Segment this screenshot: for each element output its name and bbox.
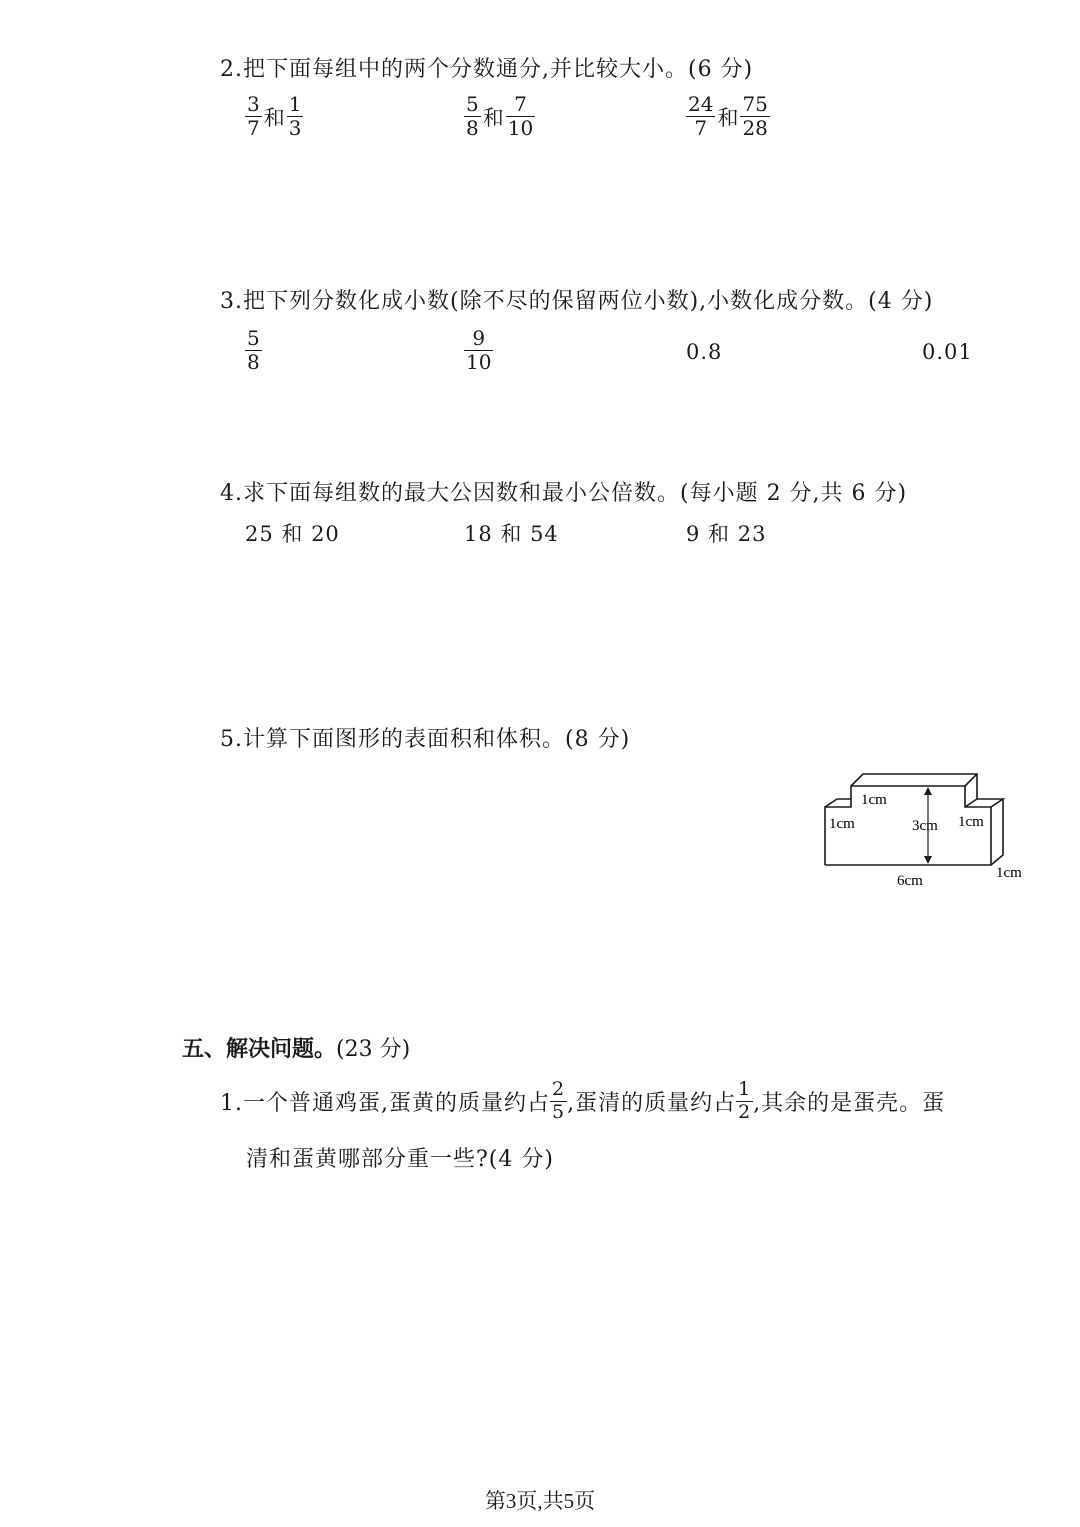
q3-item-4: 0.01: [922, 340, 973, 364]
q5-prompt: 5.计算下面图形的表面积和体积。(8 分): [220, 727, 631, 752]
q4-item-2: 18 和 54: [464, 522, 559, 546]
q3-item-2: [464, 328, 493, 373]
problem-1-line-2: 清和蛋黄哪部分重一些?(4 分): [246, 1147, 554, 1172]
fraction: $\frac{5}{8}$: [466, 92, 479, 140]
fraction: $\frac{75}{28}$: [742, 92, 768, 140]
label-top-step: 1cm: [861, 792, 887, 808]
label-length: 6cm: [897, 873, 923, 889]
section-heading: 五、解决问题。(23 分): [182, 1036, 411, 1062]
q3-prompt: 3.把下列分数化成小数(除不尽的保留两位小数),小数化成分数。(4 分): [220, 289, 934, 314]
q3-item-3: 0.8: [686, 340, 723, 364]
fraction: $\frac{5}{8}$: [247, 326, 260, 374]
q2-pair-3: $\frac{24}{7}$ 和 $\frac{75}{28}$: [688, 92, 768, 140]
fraction: $\frac{1}{3}$: [288, 92, 302, 140]
stepped-prism-diagram: [815, 765, 1040, 895]
q4-item-3: 9 和 23: [686, 522, 767, 546]
label-depth: 1cm: [996, 865, 1022, 881]
label-height: 3cm: [912, 818, 938, 834]
q5-figure: [815, 765, 1040, 899]
problem-1-line-1: 1.一个普通鸡蛋,蛋黄的质量约占 $\frac{2}{5}$ ,蛋清的质量约占 $\frac{1}{2}$ ,其余的是蛋壳。蛋: [220, 1077, 946, 1123]
page-footer: 第3页,共5页: [484, 1489, 596, 1513]
q2-prompt: 2.把下面每组中的两个分数通分,并比较大小。(6 分): [220, 57, 754, 82]
fraction: $\frac{9}{10}$: [466, 326, 492, 374]
fraction: $\frac{2}{5}$: [551, 1077, 566, 1123]
q2-pair-2: $\frac{5}{8}$ 和 $\frac{7}{10}$: [466, 92, 534, 140]
q4-prompt: 4.求下面每组数的最大公因数和最小公倍数。(每小题 2 分,共 6 分): [220, 481, 908, 506]
q2-pair-1: $\frac{3}{7}$ 和 $\frac{1}{3}$: [247, 92, 302, 140]
fraction: $\frac{1}{2}$: [738, 1077, 752, 1123]
fraction: $\frac{3}{7}$: [247, 92, 260, 140]
label-right-step: 1cm: [958, 814, 984, 830]
label-left-step: 1cm: [829, 816, 855, 832]
fraction: $\frac{7}{10}$: [507, 92, 534, 140]
q4-item-1: 25 和 20: [245, 522, 340, 546]
fraction: $\frac{24}{7}$: [688, 92, 714, 140]
q3-item-1: [245, 328, 262, 373]
